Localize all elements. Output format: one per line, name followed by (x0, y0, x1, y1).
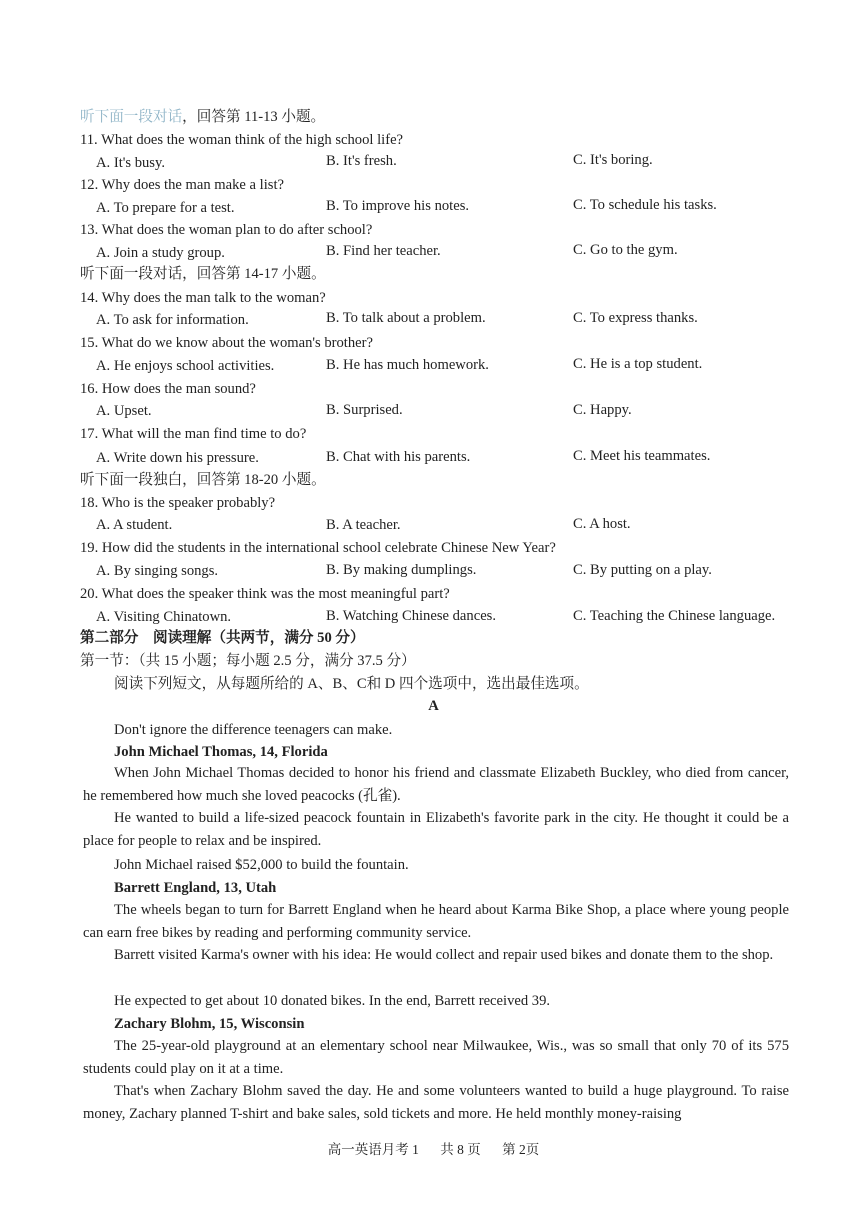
footer-exam-title: 高一英语月考 1 (327, 1142, 419, 1157)
barrett-paragraph-2: Barrett visited Karma's owner with his idea: He would collect and repair used bikes and donate them to the shop. (114, 947, 774, 963)
question-17: 17. What will the man find time to do? (80, 426, 307, 442)
question-20: 20. What does the speaker think was the most meaningful part? (80, 586, 450, 602)
john-paragraph-3: John Michael raised $52,000 to build the fountain. (114, 857, 409, 873)
q18-option-a: A. A student. (96, 517, 173, 533)
part2-heading: 第二部分 阅读理解（共两节，满分 50 分） (80, 630, 365, 646)
q14-option-b: B. To talk about a problem. (326, 310, 486, 326)
question-14: 14. Why does the man talk to the woman? (80, 290, 326, 306)
q17-option-b: B. Chat with his parents. (326, 449, 471, 465)
q14-option-c: C. To express thanks. (573, 310, 698, 326)
q16-option-a: A. Upset. (96, 403, 152, 419)
section2-intro: 听下面一段对话，回答第 14-17 小题。 (80, 266, 326, 282)
section1-faded-prefix: 听下面一段对话 (80, 109, 183, 125)
zachary-paragraph-1: The 25-year-old playground at an elementary school near Milwaukee, Wis., was so small that only 70 of its 575 students could play on it at a time. (83, 1038, 789, 1077)
q11-option-c: C. It's boring. (573, 152, 653, 168)
john-paragraph-1: When John Michael Thomas decided to honor his friend and classmate Elizabeth Buckley, who died from cancer, he remembered how much she loved peacocks (孔雀). (83, 765, 789, 804)
profile-name-zachary: Zachary Blohm, 15, Wisconsin (114, 1016, 305, 1032)
question-19: 19. How did the students in the international school celebrate Chinese New Year? (80, 540, 556, 556)
question-11: 11. What does the woman think of the high school life? (80, 132, 404, 148)
q20-option-c: C. Teaching the Chinese language. (573, 608, 776, 624)
q19-option-c: C. By putting on a play. (573, 562, 712, 578)
q12-option-a: A. To prepare for a test. (96, 200, 235, 216)
q15-option-c: C. He is a top student. (573, 356, 703, 372)
section1-intro: 听下面一段对话，回答第 11-13 小题。 (80, 109, 326, 125)
question-15: 15. What do we know about the woman's brother? (80, 335, 373, 351)
q15-option-a: A. He enjoys school activities. (96, 358, 275, 374)
zachary-paragraph-2: That's when Zachary Blohm saved the day. He and some volunteers wanted to build a huge playground. To raise money, Zachary planned T-shirt and bake sales, sold tickets and more. He held monthly money-raising (83, 1083, 789, 1122)
q12-option-b: B. To improve his notes. (326, 198, 470, 214)
q11-option-b: B. It's fresh. (326, 153, 397, 169)
footer-total-pages: 共 8 页 (440, 1142, 481, 1157)
q13-option-b: B. Find her teacher. (326, 243, 441, 259)
q20-option-a: A. Visiting Chinatown. (96, 609, 232, 625)
barrett-paragraph-1: The wheels began to turn for Barrett England when he heard about Karma Bike Shop, a place where young people can earn free bikes by reading and performing community service. (83, 902, 789, 941)
q17-option-a: A. Write down his pressure. (96, 450, 259, 466)
barrett-paragraph-3: He expected to get about 10 donated bikes. In the end, Barrett received 39. (114, 993, 551, 1009)
q19-option-b: B. By making dumplings. (326, 562, 477, 578)
q13-option-a: A. Join a study group. (96, 245, 225, 261)
q16-option-c: C. Happy. (573, 402, 632, 418)
q14-option-a: A. To ask for information. (96, 312, 249, 328)
q12-option-c: C. To schedule his tasks. (573, 197, 717, 213)
q11-option-a: A. It's busy. (96, 155, 165, 171)
part2-instruction: 阅读下列短文，从每题所给的 A、B、C和 D 四个选项中，选出最佳选项。 (114, 676, 589, 692)
q15-option-b: B. He has much homework. (326, 357, 489, 373)
section3-intro: 听下面一段独白，回答第 18-20 小题。 (80, 472, 326, 488)
profile-name-barrett: Barrett England, 13, Utah (114, 880, 277, 896)
question-16: 16. How does the man sound? (80, 381, 256, 397)
john-paragraph-2: He wanted to build a life-sized peacock fountain in Elizabeth's favorite park in the city. He thought it could be a place for people to relax and be inspired. (83, 810, 789, 849)
page-footer (0, 1138, 867, 1158)
passage-label: A (428, 698, 439, 714)
question-18: 18. Who is the speaker probably? (80, 495, 276, 511)
q16-option-b: B. Surprised. (326, 402, 403, 418)
question-12: 12. Why does the man make a list? (80, 177, 284, 193)
q13-option-c: C. Go to the gym. (573, 242, 678, 258)
passage-lead: Don't ignore the difference teenagers can make. (114, 722, 393, 738)
part2-subheading: 第一节：（共 15 小题；每小题 2.5 分，满分 37.5 分） (80, 653, 416, 669)
q20-option-b: B. Watching Chinese dances. (326, 608, 496, 624)
q19-option-a: A. By singing songs. (96, 563, 219, 579)
q17-option-c: C. Meet his teammates. (573, 448, 711, 464)
profile-name-john: John Michael Thomas, 14, Florida (114, 744, 328, 760)
q18-option-b: B. A teacher. (326, 517, 401, 533)
q18-option-c: C. A host. (573, 516, 631, 532)
question-13: 13. What does the woman plan to do after school? (80, 222, 373, 238)
footer-page-number: 第 2页 (502, 1142, 540, 1157)
